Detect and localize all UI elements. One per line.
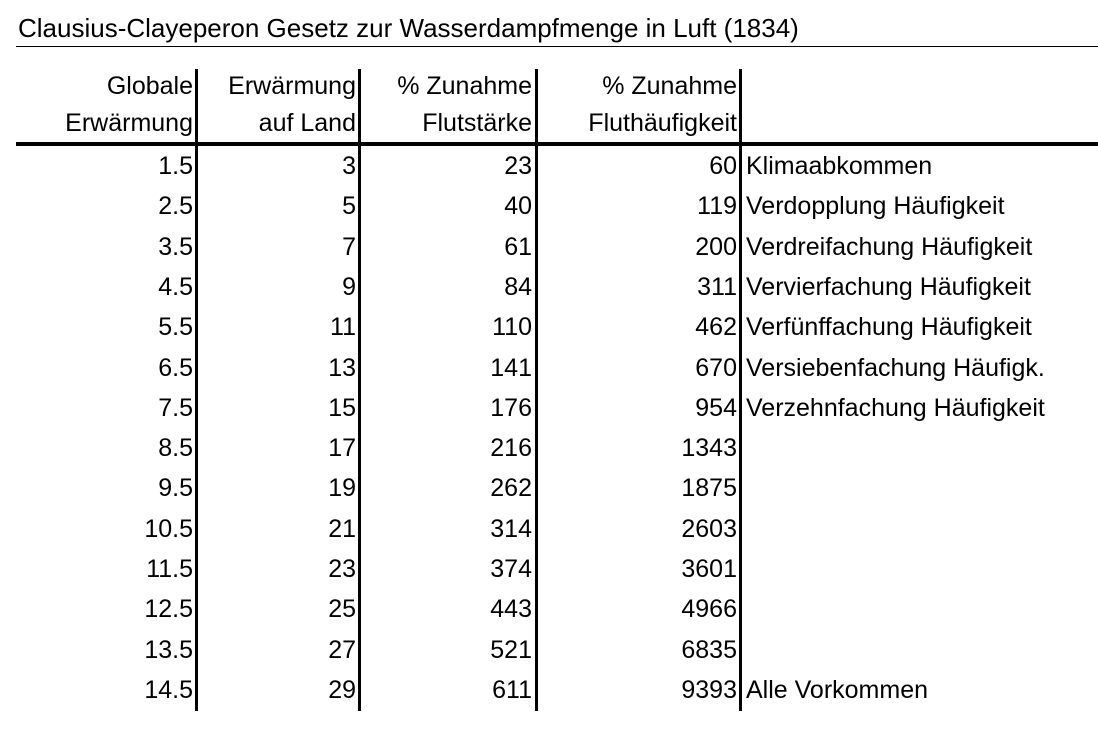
header-land-warming [228, 68, 356, 142]
table-row [0, 146, 1098, 186]
cell-flood-strength: 176 [490, 393, 532, 422]
header-line: Erwärmung [65, 109, 193, 137]
header-line: % Zunahme [602, 72, 737, 100]
cell-flood-strength: 61 [504, 232, 532, 261]
cell-land-warming: 7 [342, 232, 356, 261]
header-line: Flutstärke [422, 109, 532, 137]
cell-flood-frequency: 311 [697, 272, 737, 301]
cell-note: Verdopplung Häufigkeit [746, 192, 1005, 221]
cell-flood-strength: 314 [490, 514, 532, 543]
table-row [0, 670, 1098, 710]
cell-land-warming: 11 [330, 313, 356, 342]
cell-flood-frequency: 2603 [681, 514, 737, 543]
cell-land-warming: 5 [342, 192, 356, 221]
cell-land-warming: 19 [328, 474, 356, 503]
cell-global-warming: 5.5 [158, 313, 193, 342]
cell-global-warming: 9.5 [158, 474, 193, 503]
cell-note: Versiebenfachung Häufigk. [746, 353, 1045, 382]
cell-global-warming: 13.5 [144, 635, 193, 664]
cell-note: Alle Vorkommen [746, 675, 929, 704]
table-row [0, 307, 1098, 347]
cell-land-warming: 23 [328, 555, 356, 583]
cell-global-warming: 4.5 [158, 272, 193, 301]
cell-flood-frequency: 1343 [681, 434, 737, 463]
cell-global-warming: 7.5 [158, 393, 193, 422]
cell-flood-frequency: 119 [697, 192, 737, 221]
cell-global-warming: 10.5 [144, 514, 193, 543]
header-line: Globale [106, 72, 193, 100]
cell-flood-strength: 374 [490, 555, 532, 583]
cell-note: Klimaabkommen [746, 152, 933, 180]
cell-flood-frequency: 200 [695, 232, 737, 261]
table-row [0, 468, 1098, 508]
cell-global-warming: 1.5 [158, 152, 193, 180]
table-row [0, 267, 1098, 307]
header-line: auf Land [258, 109, 356, 137]
cell-land-warming: 9 [342, 272, 356, 301]
cell-flood-strength: 611 [492, 675, 532, 704]
cell-note: Vervierfachung Häufigkeit [746, 272, 1031, 301]
cell-flood-strength: 216 [490, 434, 532, 463]
cell-flood-strength: 23 [504, 152, 532, 180]
cell-land-warming: 17 [328, 434, 356, 463]
cell-flood-frequency: 6835 [681, 635, 737, 664]
cell-land-warming: 3 [342, 152, 356, 180]
title-underline [16, 46, 1098, 47]
cell-land-warming: 15 [328, 393, 356, 422]
cell-global-warming: 3.5 [158, 232, 193, 261]
table-row [0, 388, 1098, 428]
cell-note: Verdreifachung Häufigkeit [746, 232, 1033, 261]
cell-flood-frequency: 3601 [681, 555, 737, 583]
cell-note: Verzehnfachung Häufigkeit [746, 393, 1045, 422]
cell-flood-frequency: 670 [695, 353, 737, 382]
cell-flood-strength: 40 [504, 192, 532, 221]
table-row [0, 428, 1098, 468]
cell-flood-strength: 84 [504, 272, 532, 301]
cell-flood-frequency: 954 [695, 393, 737, 422]
header-flood-strength [397, 68, 532, 142]
header-flood-frequency [588, 68, 737, 142]
cell-flood-strength: 443 [490, 595, 532, 624]
table-row [0, 509, 1098, 549]
cell-flood-strength: 262 [490, 474, 532, 503]
cell-land-warming: 27 [328, 635, 356, 664]
cell-land-warming: 25 [328, 595, 356, 624]
cell-land-warming: 13 [328, 353, 356, 382]
header-global-warming [65, 68, 193, 142]
cell-global-warming: 14.5 [144, 675, 193, 704]
table-row [0, 186, 1098, 226]
table-row [0, 589, 1098, 629]
cell-note: Verfünffachung Häufigkeit [746, 313, 1032, 342]
cell-flood-frequency: 9393 [681, 675, 737, 704]
table-row [0, 630, 1098, 670]
table-title: Clausius-Clayeperon Gesetz zur Wasserdampfmenge in Luft (1834) [18, 13, 799, 43]
cell-flood-frequency: 4966 [681, 595, 737, 624]
header-line: Fluthäufigkeit [588, 109, 737, 137]
cell-flood-strength: 110 [492, 313, 532, 342]
cell-global-warming: 12.5 [144, 595, 193, 624]
cell-global-warming: 8.5 [158, 434, 193, 463]
cell-flood-strength: 141 [490, 353, 532, 382]
cell-land-warming: 21 [328, 514, 356, 543]
header-line: Erwärmung [228, 72, 356, 100]
cell-flood-frequency: 462 [695, 313, 737, 342]
cell-global-warming: 2.5 [158, 192, 193, 221]
table-row [0, 348, 1098, 388]
cell-flood-strength: 521 [490, 635, 532, 664]
cell-global-warming: 11.5 [146, 555, 193, 583]
table-row [0, 549, 1098, 589]
header-line: % Zunahme [397, 72, 532, 100]
cell-flood-frequency: 1875 [681, 474, 737, 503]
cell-global-warming: 6.5 [158, 353, 193, 382]
cell-flood-frequency: 60 [709, 152, 737, 180]
table-row [0, 227, 1098, 267]
cell-land-warming: 29 [328, 675, 356, 704]
